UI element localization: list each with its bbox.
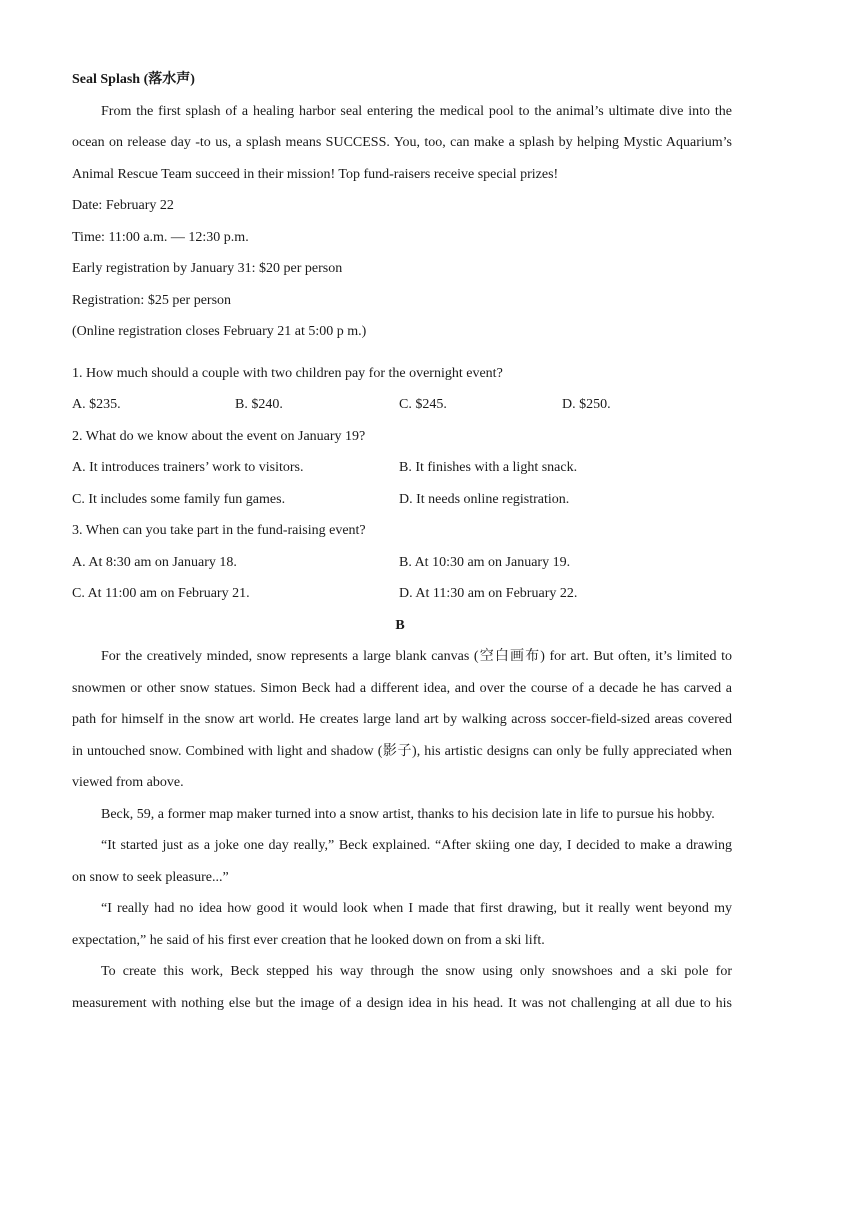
- document-page: [72, 64, 732, 1019]
- option-a: A. It introduces trainers’ work to visitors.: [72, 460, 304, 475]
- paragraph-line: on snow to seek pleasure...”: [72, 869, 229, 885]
- paragraph-line: Beck, 59, a former map maker turned into a snow artist, thanks to his decision late in life to pursue his hobby.: [101, 806, 715, 822]
- early-registration: Early registration by January 31: $20 per person: [72, 261, 343, 276]
- paragraph-line: in untouched snow. Combined with light and shadow (影子), his artistic designs can only be fully appreciated when: [72, 743, 732, 759]
- paragraph-line: To create this work, Beck stepped his way through the snow using only snowshoes and a ski pole for: [101, 964, 732, 979]
- section-title: Seal Splash (落水声): [72, 72, 195, 87]
- online-registration-note: (Online registration closes February 21 at 5:00 p m.): [72, 324, 367, 339]
- question-stem: 1. How much should a couple with two children pay for the overnight event?: [72, 365, 503, 381]
- registration-fee: Registration: $25 per person: [72, 292, 232, 308]
- option-d: D. $250.: [562, 397, 611, 412]
- option-b: B. At 10:30 am on January 19.: [399, 554, 571, 570]
- paragraph-line: measurement with nothing else but the image of a design idea in his head. It was not challenging at all due to his: [72, 995, 732, 1011]
- answer-options: [72, 578, 732, 610]
- answer-options: [72, 389, 732, 421]
- intro-line: ocean on release day -to us, a splash means SUCCESS. You, too, can make a splash by helping Mystic Aquarium’s: [72, 135, 732, 150]
- option-d: D. It needs online registration.: [399, 491, 570, 507]
- event-time: Time: 11:00 a.m. — 12:30 p.m.: [72, 229, 249, 245]
- option-a: A. $235.: [72, 397, 121, 412]
- option-b: B. $240.: [235, 397, 283, 412]
- paragraph-line: path for himself in the snow art world. He creates large land art by walking across soccer-field-sized areas covered: [72, 712, 732, 727]
- intro-line: Animal Rescue Team succeed in their mission! Top fund-raisers receive special prizes!: [72, 166, 559, 182]
- paragraph-line: expectation,” he said of his first ever creation that he looked down on from a ski lift.: [72, 932, 545, 948]
- paragraph-line: viewed from above.: [72, 775, 184, 790]
- paragraph-line: “It started just as a joke one day really,” Beck explained. “After skiing one day, I decided to make a drawing: [101, 838, 732, 853]
- intro-line: From the first splash of a healing harbor seal entering the medical pool to the animal’s ultimate dive into the: [101, 103, 732, 119]
- option-d: D. At 11:30 am on February 22.: [399, 586, 578, 601]
- paragraph-line: snowmen or other snow statues. Simon Beck had a different idea, and over the course of a decade he has carved a: [72, 680, 732, 696]
- option-c: C. At 11:00 am on February 21.: [72, 586, 250, 601]
- question-stem: 2. What do we know about the event on January 19?: [72, 428, 366, 444]
- question-stem: 3. When can you take part in the fund-raising event?: [72, 523, 366, 538]
- option-a: A. At 8:30 am on January 18.: [72, 554, 237, 570]
- paragraph-line: “I really had no idea how good it would look when I made that first drawing, but it really went beyond my: [101, 901, 732, 916]
- option-c: C. It includes some family fun games.: [72, 491, 286, 507]
- section-heading: B: [395, 617, 405, 633]
- option-c: C. $245.: [399, 397, 447, 412]
- answer-options: [72, 452, 732, 484]
- event-date: Date: February 22: [72, 198, 174, 213]
- answer-options: [72, 484, 732, 516]
- option-b: B. It finishes with a light snack.: [399, 460, 578, 475]
- answer-options: [72, 547, 732, 579]
- paragraph-line: For the creatively minded, snow represents a large blank canvas (空白画布) for art. But often, it’s limited to: [101, 649, 732, 664]
